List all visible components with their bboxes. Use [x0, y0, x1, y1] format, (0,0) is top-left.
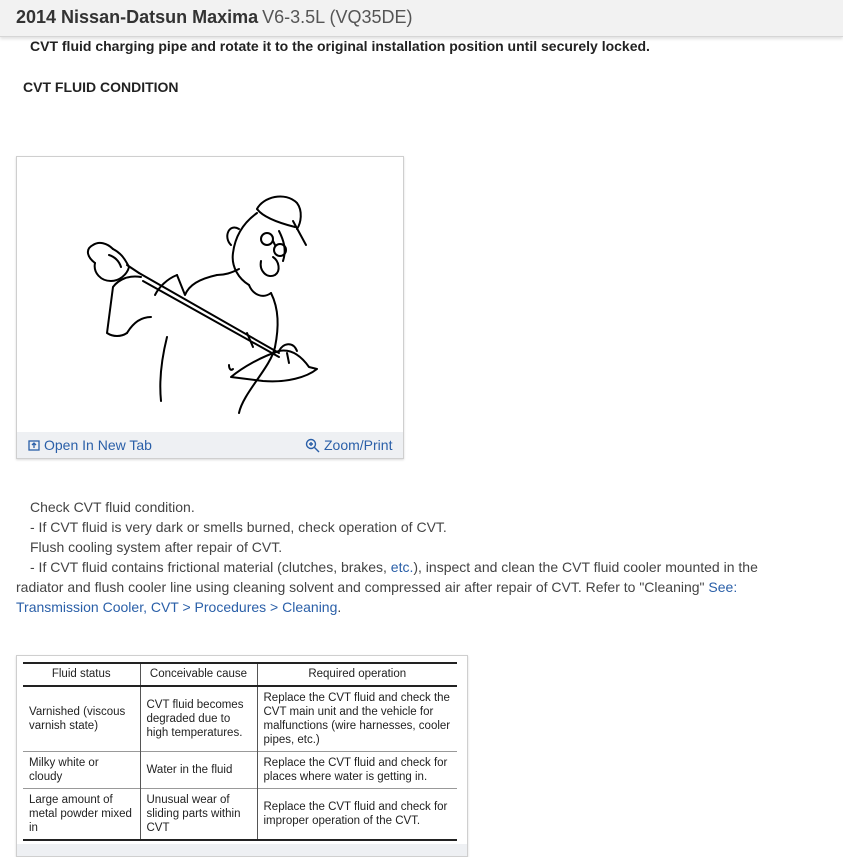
- zoom-icon: [305, 438, 320, 453]
- header-required-operation: Required operation: [257, 663, 457, 686]
- procedure-text: [16, 497, 786, 617]
- open-new-tab-link[interactable]: [28, 437, 152, 453]
- text-segment: - If CVT fluid contains frictional material (clutches, brakes,: [30, 559, 391, 575]
- table-cell: Milky white or cloudy: [23, 752, 140, 789]
- text-paragraph: [16, 557, 786, 617]
- engine-spec: V6-3.5L (VQ35DE): [262, 7, 413, 27]
- table-cell: Large amount of metal powder mixed in: [23, 789, 140, 841]
- open-tab-icon: [28, 439, 40, 451]
- text-line: - If CVT fluid is very dark or smells burned, check operation of CVT.: [30, 519, 447, 535]
- fluid-condition-table: [23, 662, 457, 841]
- table-cell: Replace the CVT fluid and check the CVT main unit and the vehicle for malfunctions (wire harnesses, cooler pipes, etc.): [257, 686, 457, 752]
- figure-illustration: [16, 156, 404, 459]
- table-cell: Water in the fluid: [140, 752, 257, 789]
- open-new-tab-label: Open In New Tab: [44, 437, 152, 453]
- header-conceivable-cause: Conceivable cause: [140, 663, 257, 686]
- table-row: [23, 686, 457, 752]
- table-cell: Unusual wear of sliding parts within CVT: [140, 789, 257, 841]
- section-title: CVT FLUID CONDITION: [23, 79, 179, 95]
- table-row: [23, 752, 457, 789]
- figure-toolbar: [17, 432, 403, 458]
- zoom-print-link[interactable]: [305, 437, 392, 453]
- text-segment: ), inspect and clean the CVT fluid cooler mounted in the radiator and flush cooler line using cleaning solvent and compressed air after repair of CVT. Refer to "Cleaning": [16, 559, 758, 595]
- table-cell: Replace the CVT fluid and check for places where water is getting in.: [257, 752, 457, 789]
- vehicle-name: 2014 Nissan-Datsun Maxima: [16, 7, 259, 27]
- table-cell: CVT fluid becomes degraded due to high temperatures.: [140, 686, 257, 752]
- zoom-print-label: Zoom/Print: [324, 437, 393, 453]
- text-line: Flush cooling system after repair of CVT.: [30, 539, 283, 555]
- vehicle-title: [16, 7, 413, 28]
- text-line: Check CVT fluid condition.: [30, 499, 195, 515]
- table-row: [23, 789, 457, 841]
- page-header: [0, 0, 843, 37]
- header-fluid-status: Fluid status: [23, 663, 140, 686]
- fluid-condition-table-figure: [16, 655, 468, 857]
- table-cell: Varnished (viscous varnish state): [23, 686, 140, 752]
- cleaning-procedure-link[interactable]: See: Transmission Cooler, CVT > Procedures > Cleaning: [16, 579, 738, 615]
- table-cell: Replace the CVT fluid and check for improper operation of the CVT.: [257, 789, 457, 841]
- figure-toolbar: [17, 844, 467, 856]
- text-period: .: [337, 599, 342, 615]
- table-header-row: [23, 663, 457, 686]
- intro-text: CVT fluid charging pipe and rotate it to the original installation position until securely locked.: [30, 38, 650, 54]
- etc-link[interactable]: etc.: [390, 559, 414, 575]
- mechanic-illustration: [17, 157, 403, 432]
